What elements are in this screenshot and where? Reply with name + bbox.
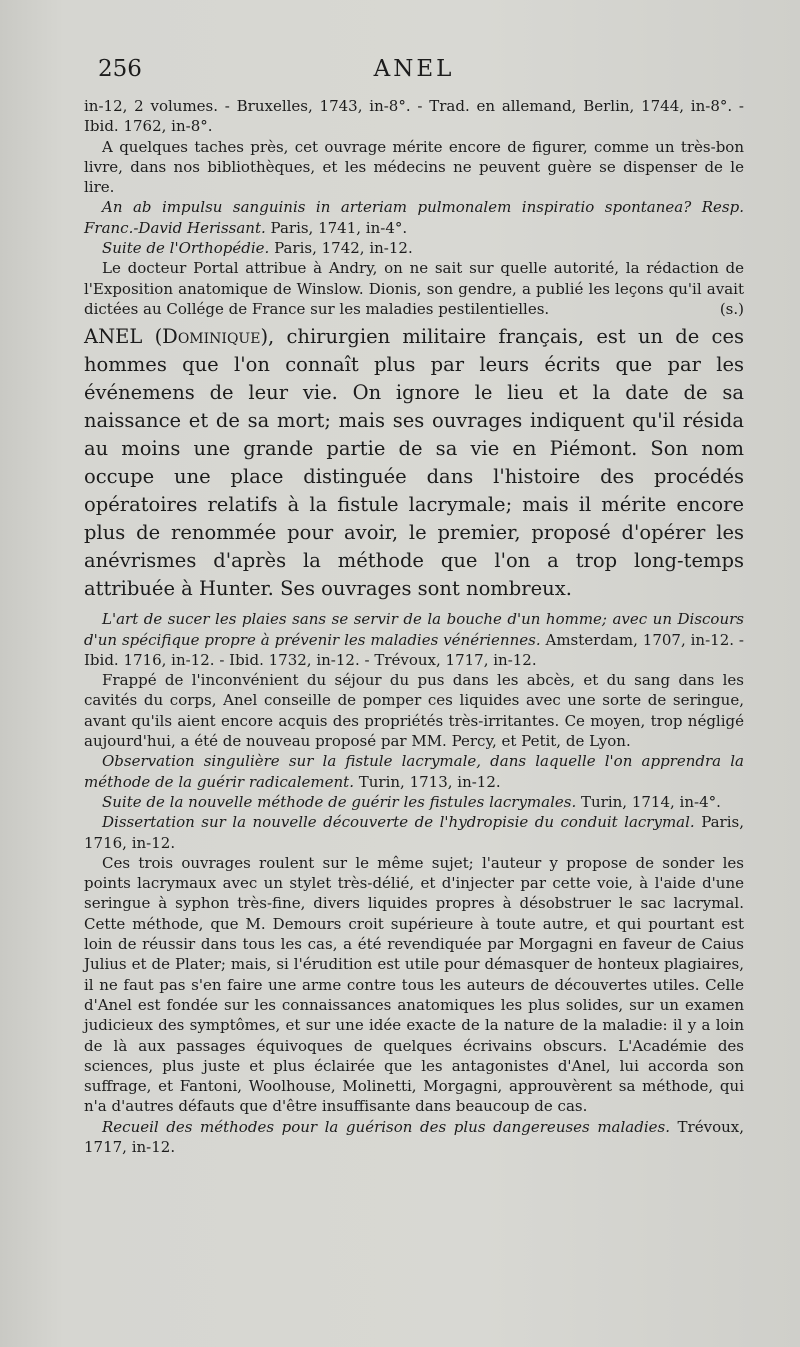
- bibliography-entry: in-12, 2 volumes. - Bruxelles, 1743, in-8°. - Trad. en allemand, Berlin, 1744, in-8°. - Ibid. 1762, in-8°.: [84, 97, 744, 136]
- work-title: Recueil des méthodes pour la guérison des plus dangereuses maladies.: [102, 1117, 670, 1136]
- article-forename: (Dominique): [154, 325, 269, 349]
- running-head: ANEL: [373, 56, 455, 82]
- bibliography-entry: Suite de l'Orthopédie. Paris, 1742, in-12.: [102, 239, 413, 258]
- work-title: Suite de la nouvelle méthode de guérir les fistules lacrymales.: [102, 792, 577, 811]
- page-number: 256: [98, 56, 142, 82]
- bibliography-entry: L'art de sucer les plaies sans se servir de la bouche d'un homme; avec un Discours d'un spécifique propre à prévenir les maladies vénériennes. Amsterdam, 1707, in-12. - Ibid. 1716, in-12. - Ibid. 1732, in-12. - Trévoux, 1717, in-12.: [84, 610, 744, 669]
- work-title: Observation singulière sur la fistule lacrymale, dans laquelle l'on apprendra la méthode de la guérir radicalement.: [84, 752, 744, 791]
- commentary-paragraph: Frappé de l'inconvénient du séjour du pus dans les abcès, et du sang dans les cavités du corps, Anel conseille de pomper ces liquides avec une sorte de seringue, avant qu'ils aient encore acquis des propriétés très-irritantes. Ce moyen, trop négligé aujourd'hui, a été de nouveau proposé par MM. Percy, et Petit, de Lyon.: [84, 671, 744, 751]
- commentary-paragraph: A quelques taches près, cet ouvrage mérite encore de figurer, comme un très-bon livre, dans nos bibliothèques, et les médecins ne peuvent guère se dispenser de le lire.: [84, 137, 744, 197]
- bibliography-entry: Observation singulière sur la fistule lacrymale, dans laquelle l'on apprendra la méthode de la guérir radicalement. Turin, 1713, in-12.: [84, 752, 744, 791]
- article-body: [84, 323, 744, 603]
- work-title: Dissertation sur la nouvelle découverte de l'hydropisie du conduit lacrymal.: [102, 813, 695, 832]
- work-title: L'art de sucer les plaies sans se servir de la bouche d'un homme; avec un Discours d'un spécifique propre à prévenir les maladies vénériennes.: [84, 610, 744, 649]
- entries-bottom: [84, 609, 744, 1157]
- commentary-paragraph: Ces trois ouvrages roulent sur le même sujet; l'auteur y propose de sonder les points lacrymaux avec un stylet très-délié, et d'injecter par cette voie, à l'aide d'une seringue à syphon très-fine, divers liquides propres à désobstruer le sac lacrymal. Cette méthode, que M. Demours croit supérieure à toute autre, et qui pourtant est loin de réussir dans tous les cas, a été revendiquée par Morgagni en faveur de Caius Julius et de Plater; mais, si l'érudition est utile pour démasquer de honteux plagiaires, il ne faut pas s'en faire une arme contre tous les auteurs de découvertes utiles. Celle d'Anel est fondée sur les connaissances anatomiques les plus solides, sur un examen judicieux des symptômes, et sur une idée exacte de la nature de la maladie: il y a loin de là aux passages équivoques de quelques écrivains obscurs. L'Académie des sciences, plus juste et plus éclairée que les antagonistes d'Anel, lui accorda son suffrage, et Fantoni, Woolhouse, Molinetti, Morgagni, approuvèrent sa méthode, qui n'a d'autres défauts que d'être insuffisante dans beaucoup de cas.: [84, 853, 744, 1116]
- page-header: [84, 56, 744, 96]
- entries-top: [84, 96, 744, 319]
- work-title: Suite de l'Orthopédie.: [102, 239, 270, 258]
- article-text: , chirurgien militaire français, est un de ces hommes que l'on connaît plus par leurs écrits que par les événemens de leur vie. On ignore le lieu et la date de sa naissance et de sa mort; mais ses ouvrages indiquent qu'il résida au moins une grande partie de sa vie en Piémont. Son nom occupe une place distinguée dans l'histoire des procédés opératoires relatifs à la fistule lacrymale; mais il mérite encore plus de renommée pour avoir, le premier, proposé d'opérer les anévrismes d'après la méthode que l'on a trop long-temps attribuée à Hunter. Ses ouvrages sont nombreux.: [84, 325, 745, 601]
- author-signature: (s.): [719, 299, 744, 318]
- bibliography-entry: An ab impulsu sanguinis in arteriam pulmonalem inspiratio spontanea? Resp. Franc.-David Herissant. Paris, 1741, in-4°.: [84, 198, 744, 237]
- bibliography-entry: Suite de la nouvelle méthode de guérir les fistules lacrymales. Turin, 1714, in-4°.: [102, 792, 721, 811]
- bibliography-entry: Recueil des méthodes pour la guérison des plus dangereuses maladies. Trévoux, 1717, in-12.: [84, 1117, 744, 1156]
- work-title: An ab impulsu sanguinis in arteriam pulmonalem inspiratio spontanea? Resp. Franc.-David Herissant.: [84, 198, 744, 237]
- bibliography-entry: Dissertation sur la nouvelle découverte de l'hydropisie du conduit lacrymal. Paris, 1716, in-12.: [84, 813, 744, 852]
- commentary-paragraph: Le docteur Portal attribue à Andry, on ne sait sur quelle autorité, la rédaction de l'Exposition anatomique de Winslow. Dionis, son gendre, a publié les leçons qu'il avait dictées au Collége de France sur les maladies pestilentielles. (s.): [84, 259, 744, 318]
- article-headword: ANEL: [84, 325, 143, 349]
